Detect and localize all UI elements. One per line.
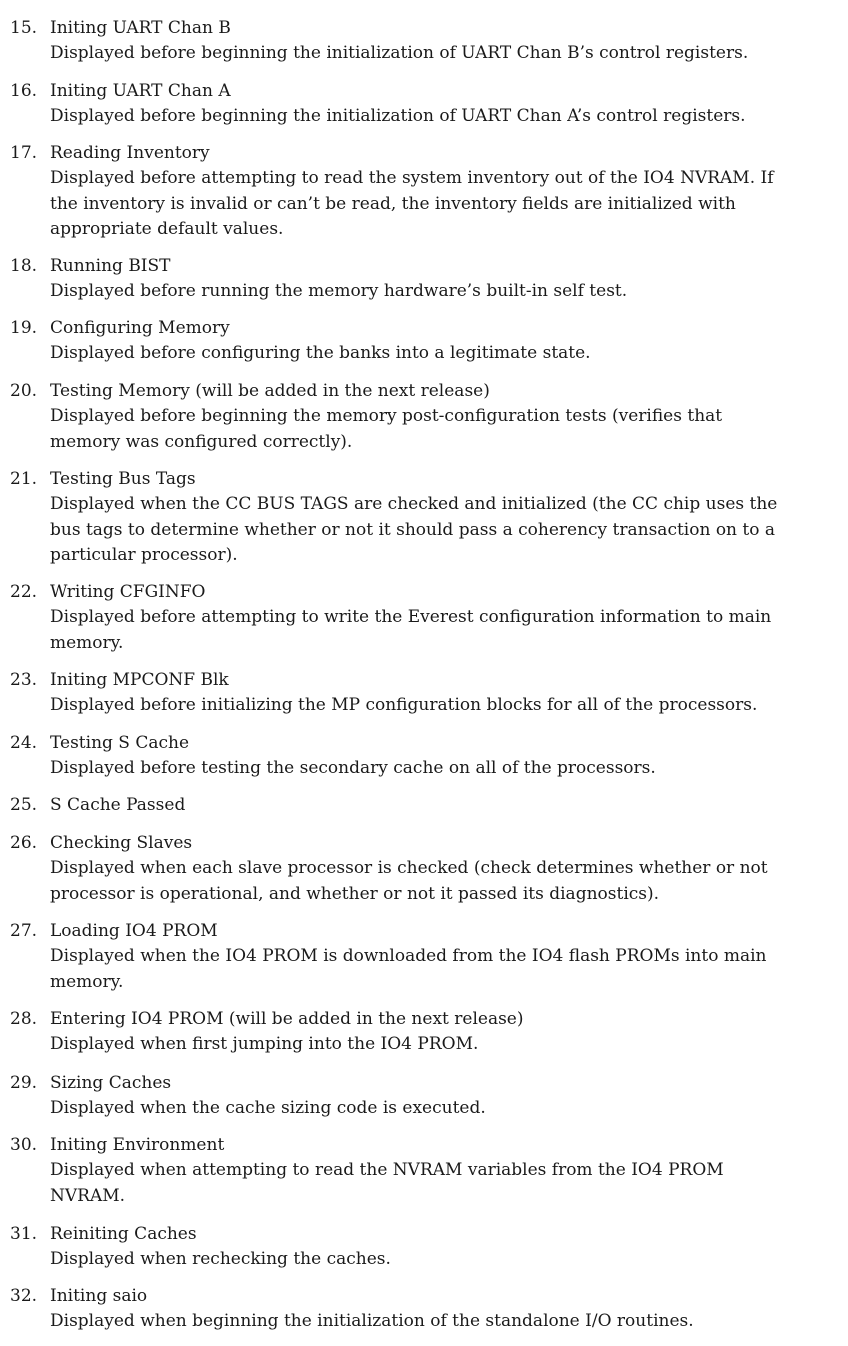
item-title: Initing UART Chan A — [50, 81, 231, 101]
item-title: S Cache Passed — [50, 795, 186, 815]
item-title: Sizing Caches — [50, 1073, 172, 1093]
item-description: Displayed when the cache sizing code is executed. — [50, 1098, 486, 1118]
item-number: 31. — [10, 1224, 38, 1244]
item-number: 22. — [10, 582, 38, 602]
item-description: Displayed when the CC BUS TAGS are checked and initialized (the CC chip uses the bus tags to determine whether or not it should pass a coherency transaction on to a particular processor). — [50, 494, 778, 565]
item-description: Displayed before attempting to write the Everest configuration information to main memory. — [50, 607, 772, 653]
item-description: Displayed when beginning the initialization of the standalone I/O routines. — [50, 1311, 694, 1331]
item-number: 19. — [10, 318, 38, 338]
item-number: 28. — [10, 1009, 38, 1029]
item-description: Displayed when the IO4 PROM is downloaded from the IO4 flash PROMs into main memory. — [50, 946, 767, 992]
item-description: Displayed before beginning the initialization of UART Chan A’s control registers. — [50, 106, 746, 126]
item-description: Displayed before attempting to read the system inventory out of the IO4 NVRAM. If the inventory is invalid or can’t be read, the inventory fields are initialized with appropriate default values. — [50, 168, 774, 239]
item-title: Configuring Memory — [50, 318, 230, 338]
item-number: 24. — [10, 733, 38, 753]
item-number: 27. — [10, 921, 38, 941]
item-number: 17. — [10, 143, 38, 163]
item-title: Writing CFGINFO — [50, 582, 206, 602]
item-title: Testing S Cache — [50, 733, 190, 753]
item-description: Displayed when attempting to read the NVRAM variables from the IO4 PROM NVRAM. — [50, 1160, 724, 1206]
item-number: 25. — [10, 795, 38, 815]
item-description: Displayed when each slave processor is checked (check determines whether or not processor is operational, and whether or not it passed its diagnostics). — [50, 858, 768, 904]
item-number: 20. — [10, 381, 38, 401]
item-description: Displayed before initializing the MP configuration blocks for all of the processors. — [50, 695, 758, 715]
item-description: Displayed before configuring the banks into a legitimate state. — [50, 343, 591, 363]
item-number: 30. — [10, 1135, 38, 1155]
item-description: Displayed before testing the secondary cache on all of the processors. — [50, 758, 656, 778]
item-description: Displayed when first jumping into the IO4 PROM. — [50, 1034, 479, 1054]
item-title: Reading Inventory — [50, 143, 210, 163]
item-number: 32. — [10, 1286, 38, 1306]
item-number: 15. — [10, 18, 38, 38]
item-title: Initing saio — [50, 1286, 148, 1306]
item-title: Checking Slaves — [50, 833, 193, 853]
item-title: Initing UART Chan B — [50, 18, 231, 38]
item-title: Reiniting Caches — [50, 1224, 197, 1244]
item-description: Displayed before running the memory hardware’s built-in self test. — [50, 281, 628, 301]
item-number: 26. — [10, 833, 38, 853]
item-description: Displayed when rechecking the caches. — [50, 1249, 391, 1269]
item-number: 29. — [10, 1073, 38, 1093]
item-description: Displayed before beginning the initialization of UART Chan B’s control registers. — [50, 43, 749, 63]
item-title: Loading IO4 PROM — [50, 921, 218, 941]
item-title: Testing Bus Tags — [50, 469, 196, 489]
item-number: 18. — [10, 256, 38, 276]
item-description: Displayed before beginning the memory post-configuration tests (verifies that memory was configured correctly). — [50, 406, 723, 452]
item-number: 21. — [10, 469, 38, 489]
item-title: Initing Environment — [50, 1135, 225, 1155]
item-title: Testing Memory (will be added in the next release) — [50, 381, 490, 401]
item-title: Initing MPCONF Blk — [50, 670, 229, 690]
item-title: Entering IO4 PROM (will be added in the next release) — [50, 1009, 524, 1029]
item-number: 23. — [10, 670, 38, 690]
item-number: 16. — [10, 81, 38, 101]
item-title: Running BIST — [50, 256, 171, 276]
